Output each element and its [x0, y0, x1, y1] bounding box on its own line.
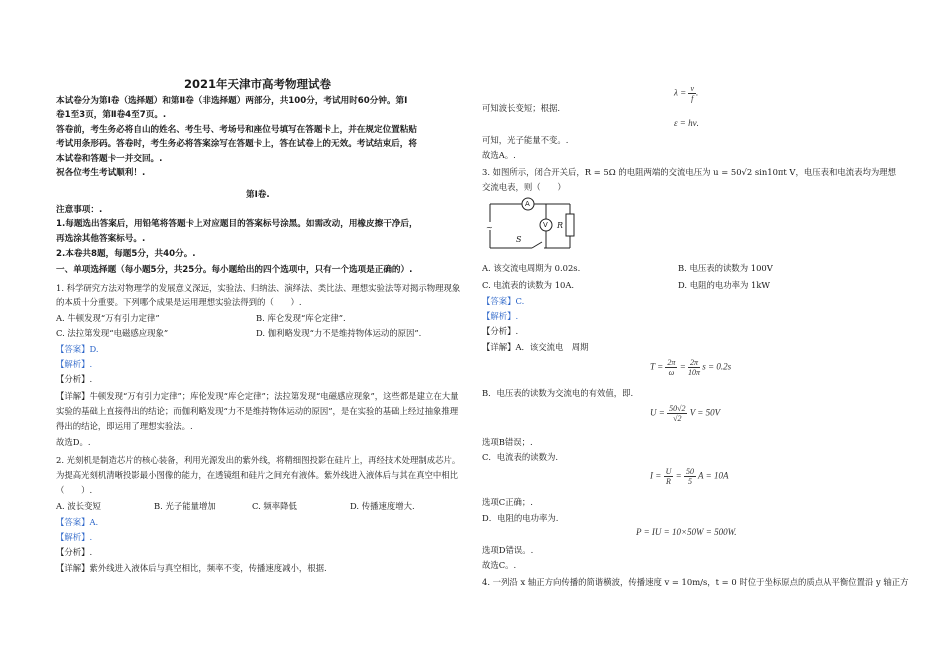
q3-line-d: D．电阻的电功率为. [482, 513, 559, 523]
part-one-heading: 一、单项选择题（每小题5分，共25分。每小题给出的四个选项中，只有一个选项是正确的）. [56, 265, 413, 275]
energy-line: 可知，光子能量不变。. [482, 135, 569, 145]
circuit-diagram [486, 196, 582, 254]
equation-current: I = $\frac{U}{R}$ = $\frac{50}{5}$ A = 10A [650, 467, 729, 486]
q1-detail-1: 【详解】牛顿发现“万有引力定律”；库伦发现“库仑定律”；法拉第发现“电磁感应现象”，这些都是建立在大量 [56, 391, 459, 401]
intro-line-2: 卷1至3页，第Ⅱ卷4至7页。. [56, 110, 167, 120]
q2-option-a: A. 波长变短 [56, 501, 101, 511]
q3-d-wrong: 选项D错误。. [482, 545, 534, 555]
intro-line-3: 答卷前，考生务必将自山的姓名、考生号、考场号和座位号填写在答题卡上，并在规定位置粘贴 [56, 125, 417, 135]
q2-fenxi: 【分析】. [56, 547, 93, 557]
equation-period: T = $\frac{2\pi}{\omega}$ = $\frac{2\pi}{10\pi}$ s = 0.2s [650, 358, 732, 377]
q3-fenxi: 【分析】. [482, 326, 519, 336]
q1-detail-4: 故选D。. [56, 437, 91, 447]
note-line-2: 再选涂其他答案标号。. [56, 234, 146, 244]
q1-option-d: D. 伽利略发现“力不是维持物体运动的原因”. [256, 328, 422, 338]
q2-line-1: 2. 光刻机是制造芯片的核心装备，利用光源发出的紫外线，将精细图投影在硅片上，再经技术处理制成芯片。 [56, 455, 461, 465]
section-title: 第Ⅰ卷. [246, 190, 270, 200]
q3-line-2: 交流电表，则（ ） [482, 182, 566, 192]
q2-answer: 【答案】A. [56, 517, 99, 527]
ac-source-symbol: ~ [486, 223, 493, 232]
note-line-1: 1.每题选出答案后，用铅笔将答题卡上对应题目的答案标号涂黑。如需改动，用橡皮擦干净后， [56, 219, 418, 229]
intro-line-6: 祝各位考生考试顺利！. [56, 168, 146, 178]
q1-detail-2: 实验的基础上直接得出的结论；而伽利略发现“力不是维持物体运动的原因”，是在实验的基础上经过抽象推理 [56, 406, 459, 416]
q2-detail: 【详解】紫外线进入液体后与真空相比，频率不变，传播速度减小，根据. [56, 563, 327, 573]
q3-option-a: A. 该交流电周期为 0.02s. [482, 263, 581, 273]
intro-line-1: 本试卷分为第Ⅰ卷（选择题）和第Ⅱ卷（非选择题）两部分，共100分，考试用时60分钟。第Ⅰ [56, 96, 408, 106]
q3-detail-a: 【详解】A．该交流电 周期 [482, 342, 589, 352]
intro-line-5: 本试卷和答题卡一并交回。. [56, 154, 163, 164]
q1-option-b: B. 库仑发现“库仑定律”. [256, 313, 346, 323]
q3-option-d: D. 电阻的电功率为 1kW [678, 280, 771, 290]
equation-power: P = IU = 10×50W = 500W. [636, 527, 737, 537]
ammeter-label: A [525, 200, 530, 208]
q2-line-3: （ ）. [56, 485, 93, 495]
q3-answer: 【答案】C. [482, 296, 525, 306]
intro-line-4: 考试用条形码。答卷时，考生务必将答案涂写在答题卡上，答在试卷上的无效。考试结束后，将 [56, 139, 417, 149]
voltmeter-label: V [543, 221, 548, 229]
equation-lambda: λ = $\frac{v}{f}$ . [674, 84, 699, 103]
q3-b-wrong: 选项B错误；. [482, 437, 533, 447]
q3-option-b: B. 电压表的读数为 100V [678, 263, 773, 273]
q2-line-2: 为提高光刻机清晰投影最小图像的能力，在透镜组和硅片之间充有液体。紫外线进入液体后与其在真空中相比 [56, 470, 458, 480]
equation-voltage: U = $\frac{50√2}{√2}$ V = 50V [650, 404, 721, 423]
equation-photon-energy: ε = hν. [674, 118, 699, 128]
q3-analysis: 【解析】. [482, 311, 519, 321]
choose-a-line: 故选A。. [482, 150, 516, 160]
q1-option-c: C. 法拉第发现“电磁感应现象” [56, 328, 169, 338]
wavelength-line: 可知波长变短；根据. [482, 103, 561, 113]
q1-option-a: A. 牛顿发现“万有引力定律” [56, 313, 160, 323]
switch-label: S [516, 235, 522, 244]
note-line-3: 2.本卷共8题，每题5分，共40分。. [56, 249, 196, 259]
q3-c-right: 选项C正确；. [482, 497, 533, 507]
q3-line-c: C．电流表的读数为. [482, 452, 559, 462]
q3-line-b: B．电压表的读数为交流电的有效值，即. [482, 388, 634, 398]
q1-fenxi: 【分析】. [56, 374, 93, 384]
q1-detail-3: 得出的结论，即运用了理想实验法。. [56, 421, 193, 431]
q1-line-2: 的本质十分重要。下列哪个成果是运用理想实验法得到的（ ）. [56, 297, 302, 307]
q2-option-c: C. 频率降低 [252, 501, 297, 511]
q3-option-c: C. 电流表的读数为 10A. [482, 280, 575, 290]
q4-line-1: 4. 一列沿 x 轴正方向传播的简谐横波，传播速度 v = 10m/s，t = 0 时位于坐标原点的质点从平衡位置沿 y 轴正方 [482, 577, 909, 587]
q2-analysis: 【解析】. [56, 532, 93, 542]
resistor-label: R [557, 221, 564, 230]
paper-title: 2021年天津市高考物理试卷 [184, 77, 332, 91]
choose-c-line: 故选C。. [482, 560, 517, 570]
q1-answer: 【答案】D. [56, 344, 99, 354]
q2-option-d: D. 传播速度增大. [350, 501, 415, 511]
notes-title: 注意事项：. [56, 205, 103, 215]
q1-analysis: 【解析】. [56, 359, 93, 369]
q3-line-1: 3. 如图所示，闭合开关后，R = 5Ω 的电阻两端的交流电压为 u = 50√2 sin10πt V，电压表和电流表均为理想 [482, 167, 896, 177]
q2-option-b: B. 光子能量增加 [154, 501, 216, 511]
q1-line-1: 1. 科学研究方法对物理学的发展意义深远，实验法、归纳法、演绎法、类比法、理想实验法等对揭示物理现象 [56, 283, 461, 293]
